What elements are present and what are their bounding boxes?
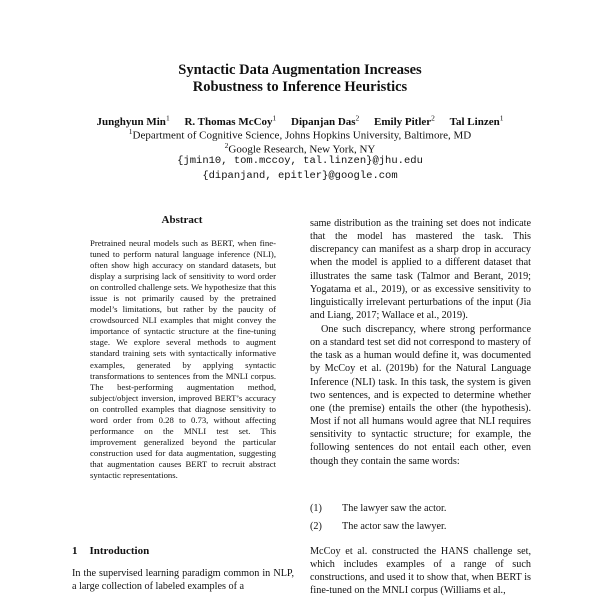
author: Tal Linzen$^1$	[449, 113, 504, 128]
author: Junghyun Min$^1$	[96, 113, 170, 128]
author: Dipanjan Das$^2$	[291, 113, 360, 128]
affiliation-jhu: $^1$Department of Cognitive Science, Johns Hopkins University, Baltimore, MD	[128, 127, 472, 142]
email-jhu: {jmin10, tom.mccoy, tal.linzen}@jhu.edu	[177, 155, 423, 167]
right-paragraph-1: same distribution as the training set does not indicate that the model has mastered the task. This discrepancy can manifest as a sharp drop in accuracy when the model is applied to a different dataset that illustrates the same task (Talmor and Berant, 2019; Yogatama et al., 2019), or as excessive sensitivity to linguistically irrelevant perturbations of the input (Jia and Liang, 2017; Wallace et al., 2019).	[310, 218, 531, 322]
author: Emily Pitler$^2$	[374, 113, 435, 128]
right-paragraph-3: McCoy et al. constructed the HANS challenge set, which includes examples of a range of such constructions, and used it to show that, when BERT is fine-tuned on the MNLI corpus (Williams et al.,	[310, 546, 531, 597]
example-2: (2) The actor saw the lawyer.	[310, 521, 447, 532]
section-heading-introduction	[72, 545, 149, 557]
intro-paragraph: In the supervised learning paradigm common in NLP, a large collection of labeled examples of a	[72, 568, 294, 592]
email-google: {dipanjand, epitler}@google.com	[202, 170, 398, 182]
example-1: (1) The lawyer saw the actor.	[310, 503, 447, 514]
author: R. Thomas McCoy$^1$	[184, 113, 277, 128]
section-number: 1	[72, 545, 78, 557]
title-line-1: Syntactic Data Augmentation Increases	[178, 62, 422, 78]
right-paragraph-2: One such discrepancy, where strong performance on a standard test set did not correspond to mastery of the task as a human would define it, was documented by McCoy et al. (2019b) for the Natural Language Inference (NLI) task. In this task, the system is given two sentences, and is expected to determine whether one (the premise) entails the other (the hypothesis). Most if not all humans would agree that NLI requires sensitivity to syntactic structure; for example, the following sentences do not entail each other, even though they contain the same words:	[310, 324, 531, 467]
abstract-heading: Abstract	[161, 214, 203, 226]
affiliation-google: $^2$Google Research, New York, NY	[224, 141, 376, 156]
paper-title	[0, 62, 600, 96]
section-title: Introduction	[89, 545, 150, 557]
title-line-2: Robustness to Inference Heuristics	[192, 79, 408, 95]
abstract-text: Pretrained neural models such as BERT, when fine-tuned to perform natural language inference (NLI), often show high accuracy on standard datasets, but display a surprising lack of sensitivity to word order on controlled challenge sets. We hypothesize that this issue is not primarily caused by the pretrained model’s limitations, but rather by the paucity of crowdsourced NLI examples that might convey the importance of syntactic structure at the fine-tuning stage. We explore several methods to augment standard training sets with syntactically informative examples, generated by applying syntactic transformations to sentences from the MNLI corpus. The best-performing augmentation method, subject/object inversion, improved BERT’s accuracy on controlled examples that diagnose sensitivity to word order from 0.28 to 0.73, without affecting performance on the MNLI test set. This improvement generalized beyond the particular construction used for data augmentation, suggesting that augmentation causes BERT to recruit abstract syntactic representations.	[90, 238, 276, 480]
